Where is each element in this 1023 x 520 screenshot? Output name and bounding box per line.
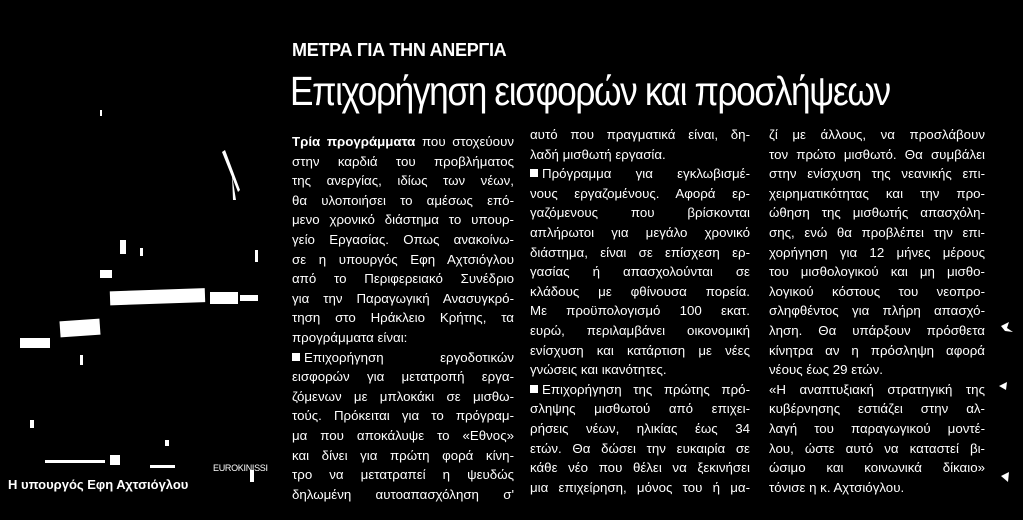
article-line: τρο να μετατραπεί η ψευδώς <box>292 467 514 483</box>
photo-image <box>0 0 272 520</box>
article-line: για την Παραγωγική Ανασυγκρό- <box>292 290 514 306</box>
article-line: λαγή του παραγωγικού μοντέ- <box>769 420 985 436</box>
article-line: σης, ενώ θα προβλέπει την επι- <box>769 224 985 240</box>
article-line: ώθηση της μισθωτής απασχόλη- <box>769 205 985 221</box>
article-line: μενο χρονικό διάστημα το υπουρ- <box>292 212 514 228</box>
article-line: γνώσεις και ικανότητες. <box>530 362 667 378</box>
article-line: εισφορών για μετατροπή εργα- <box>292 369 514 385</box>
article-line <box>292 132 514 152</box>
article-line: τόνισε η κ. Αχτσιόγλου. <box>769 479 905 495</box>
article-line: Με προϋπολογισμό 100 εκατ. <box>530 303 750 319</box>
article-line: γαζόμενους που βρίσκονται <box>530 205 750 221</box>
article-line: μα που αποκάλυψε το «Εθνος» <box>292 427 514 443</box>
article-line: σληφθέντος για πλήρη απασχό- <box>769 303 985 319</box>
article-line: χειρηματικότητας και την προ- <box>769 185 985 201</box>
line-text: Πρόγραμμα για εγκλωβισμέ- <box>542 166 750 182</box>
article-line: χορήγηση για 12 μήνες μέρους <box>769 244 985 260</box>
article-line <box>292 348 514 368</box>
article-line: τούς. Πρόκειται για το πρόγραμ- <box>292 408 514 424</box>
article-line: νους εργαζομένους. Αφορά ερ- <box>530 185 750 201</box>
article-line: ώσιμο και κοινωνικά δίκαιο» <box>769 460 985 476</box>
article-line: του μισθολογικού και μη μισθο- <box>769 264 985 280</box>
photo-credit: EUROKINISSI <box>213 463 268 473</box>
article-line: ευρώ, περιλαμβάνει οικονομική <box>530 322 750 338</box>
article-line: ετών. Θα δώσει την ευκαιρία σε <box>530 440 750 456</box>
article-line: κυβέρνησης εστιάζει στην αλ- <box>769 401 985 417</box>
article-line: διάστημα, είναι σε επίσχεση ερ- <box>530 244 750 260</box>
article-line: κίνητρα αν η πρόσληψη αφορά <box>769 342 985 358</box>
article-line: κλάδους με φθίνουσα πορεία. <box>530 283 750 299</box>
line-text: Επιχορήγηση εργοδοτικών <box>304 349 514 365</box>
article-line <box>530 164 750 184</box>
article-line: θα υλοποιήσει το αμέσως επό- <box>292 192 514 208</box>
article-line: λογικού κόστους του νεοπρο- <box>769 283 985 299</box>
lead-bold: Τρία προγράμματα <box>292 134 416 149</box>
article-column-1 <box>292 132 514 504</box>
article-line: νέους έως 29 ετών. <box>769 362 883 378</box>
article-line: «Η αναπτυξιακή στρατηγική της <box>769 381 985 397</box>
article-line: ρήσεις νέων, ηλικίας έως 34 <box>530 420 750 436</box>
article-line: της ανεργίας, ιδίως των νέων, <box>292 173 514 189</box>
article-line: αυτό που πραγματικά είναι, δη- <box>530 127 750 142</box>
article-column-3 <box>769 125 985 497</box>
article-line: λου, ώστε αυτό να καταστεί βι- <box>769 440 985 456</box>
article-line: προγράμματα είναι: <box>292 329 408 345</box>
article-line: τον πρώτο μισθωτό. Θα συμβάλει <box>769 146 985 162</box>
article-line: στην καρδιά του προβλήματος <box>292 153 514 169</box>
article-column-2 <box>530 125 750 497</box>
article-line: δηλωμένη αυτοαπασχόληση σ' <box>292 486 514 502</box>
article-line: ζί με άλλους, να προσλάβουν <box>769 127 985 142</box>
bullet-icon <box>530 385 538 393</box>
bullet-icon <box>530 169 538 177</box>
article-line: κάθε νέο που θέλει να ξεκινήσει <box>530 460 750 476</box>
article-line: ληση. Θα υπάρξουν πρόσθετα <box>769 322 985 338</box>
article-line: μια επιχείρηση, μόνος του ή μα- <box>530 479 750 495</box>
article-line: σληψης μισθωτού από επιχει- <box>530 401 750 417</box>
article-line <box>530 380 750 400</box>
article-line: ζόμενων με μπλοκάκι σε μισθω- <box>292 388 514 404</box>
bullet-icon <box>292 353 300 361</box>
article-kicker: ΜΕΤΡΑ ΓΙΑ ΤΗΝ ΑΝΕΡΓΙΑ <box>292 40 507 60</box>
article-headline: Επιχορήγηση εισφορών και προσλήψεων <box>290 68 890 114</box>
line-text: Επιχορήγηση της πρώτης πρό- <box>542 381 750 397</box>
article-line: στην ενίσχυση της νεανικής επι- <box>769 166 985 182</box>
article-line: και δίνει για πρώτη φορά κίνη- <box>292 447 514 463</box>
photo-caption: Η υπουργός Εφη Αχτσιόγλου <box>8 477 189 492</box>
article-line: σε η υπουργός Εφη Αχτσιόγλου <box>292 251 514 267</box>
article-line: από το Περιφερειακό Συνέδριο <box>292 271 514 287</box>
article-line: τηση στο Ηράκλειο Κρήτης, τα <box>292 310 514 326</box>
article-photo <box>0 0 272 520</box>
article-line: γασίας ή απασχολούνται σε <box>530 264 750 280</box>
article-line: γείο Εργασίας. Οπως ανακοίνω- <box>292 231 514 247</box>
article-line: λαδή μισθωτή εργασία. <box>530 146 666 162</box>
print-noise-marks <box>995 320 1019 490</box>
article-line: απλήρωτοι για μεγάλο χρονικό <box>530 224 750 240</box>
line-text: που στοχεύουν <box>421 134 514 149</box>
article-line: ενίσχυση και κατάρτιση με νέες <box>530 342 750 358</box>
